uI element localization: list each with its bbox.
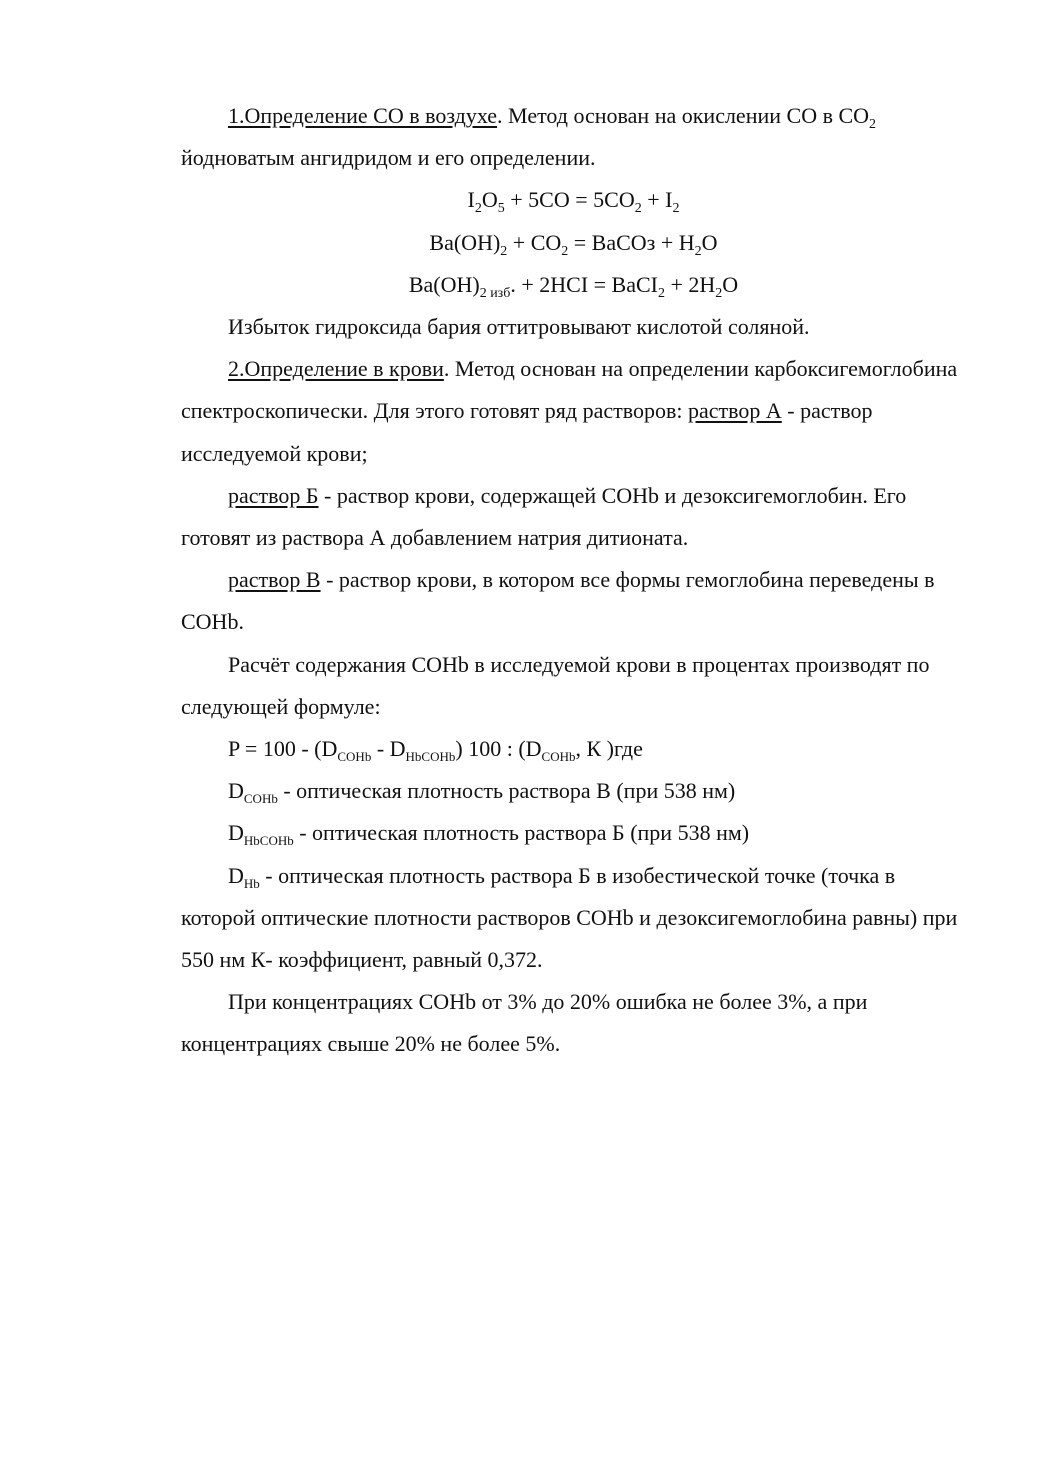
paragraph-text: - раствор крови, содержащей COHb и дезоксигемоглобин. Его готовят из раствора А добавлением натрия дитионата.	[181, 482, 907, 551]
solution-v-label: раствор В	[228, 567, 321, 593]
definition-dhb: $D_{Hb}$ - оптическая плотность раствора Б в изобестической точке (точка в которой оптические плотности растворов COHb и дезоксигемоглобина равны) при 550 нм К- коэффициент, равный 0,372.	[181, 862, 958, 973]
paragraph-calculation: Расчёт содержания COHb в исследуемой крови в процентах производят по следующей формуле:	[181, 651, 930, 719]
paragraph-text: - раствор исследуемой крови;	[181, 398, 873, 466]
paragraph-co-in-air	[181, 95, 966, 179]
equation-1: $I_2O_5 + 5CO = 5CO_2 + I_2$	[467, 187, 680, 217]
paragraph-solution-b	[181, 475, 966, 559]
equation-2: $Ba(OH)_2 + CO_2$ = BaCOз + $H_2O$	[429, 229, 718, 259]
document-body	[181, 95, 966, 1066]
paragraph-text: . Метод основан на окислении СО в СО	[497, 103, 870, 128]
definition-dhbcohb: $D_{HbCOHb}$ - оптическая плотность раствора Б (при 538 нм)	[228, 820, 750, 849]
paragraph-excess-barium: Избыток гидроксида бария оттитровывают кислотой соляной.	[228, 314, 810, 340]
equation-3: $Ba(OH)_{2 изб}$. + 2HCI = BaCI$_2$ + $2H_2O$	[408, 271, 739, 301]
paragraph-text: - раствор крови, в котором все формы гемоглобина переведены в COHb.	[181, 567, 935, 635]
solution-a-label: раствор А	[688, 398, 782, 424]
paragraph-text: . Метод основан на определении карбоксигемоглобина спектроскопически. Для этого готовят ряд растворов:	[181, 356, 958, 424]
section-heading-in-blood: 2.Определение в крови	[228, 356, 444, 382]
paragraph-text: йодноватым ангидридом и его определении.	[181, 145, 596, 171]
section-heading-co-in-air: 1.Определение СО в воздухе	[228, 103, 498, 128]
paragraph-solution-v	[181, 559, 966, 643]
paragraph-blood-method	[181, 348, 966, 475]
formula-line: $P = 100 - (D_{COHb} - D_{HbCOHb})$ 100 : ($D_{COHb}$, К )где	[228, 736, 643, 765]
solution-b-label: раствор Б	[228, 482, 319, 508]
paragraph-error-margin: При концентрациях COHb от 3% до 20% ошибка не более 3%, а при концентрациях свыше 20% не более 5%.	[181, 989, 868, 1057]
definition-dcohb: $D_{COHb}$ - оптическая плотность раствора В (при 538 нм)	[228, 778, 736, 807]
subscript: 2	[869, 117, 877, 132]
